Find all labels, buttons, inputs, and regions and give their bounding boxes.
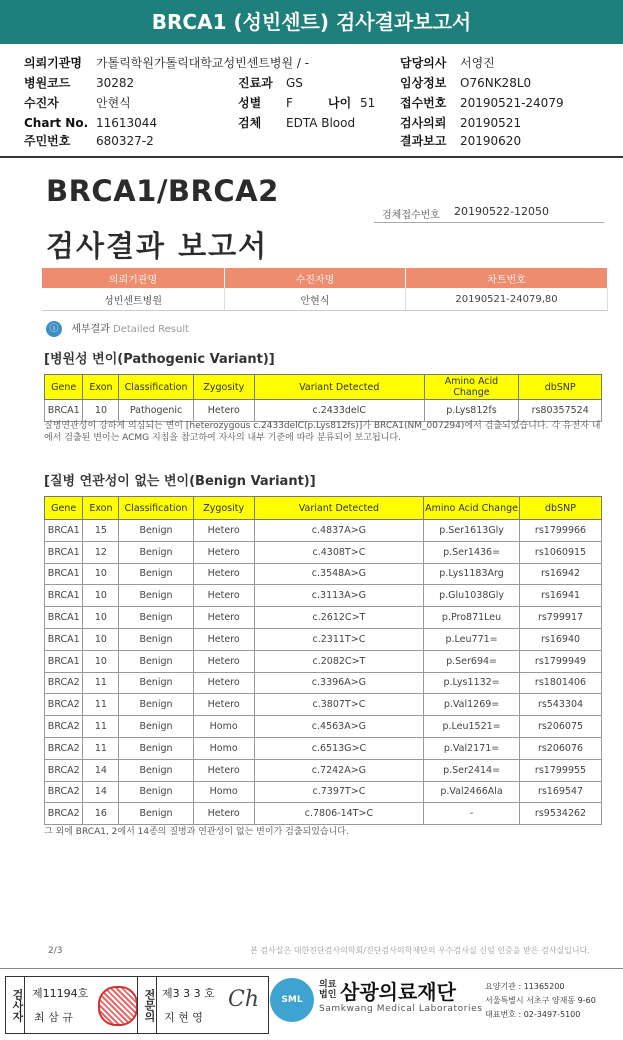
cell-amino-acid: p.Lys1183Arg (424, 563, 520, 585)
table-row (45, 803, 602, 825)
cell-classification: Benign (119, 585, 193, 607)
cell-variant: c.7242A>G (254, 759, 423, 781)
cell-classification: Benign (119, 716, 193, 738)
cell-exon: 11 (83, 737, 119, 759)
cell-dbsnp: rs16941 (520, 585, 602, 607)
section-label-en: Detailed Result (113, 324, 190, 335)
cell-dbsnp: rs1799949 (520, 650, 602, 672)
cell-dbsnp: rs799917 (520, 607, 602, 629)
accession-number (374, 204, 604, 223)
cell-amino-acid: p.Leu771= (424, 628, 520, 650)
table-row (45, 759, 602, 781)
report-page (40, 168, 608, 968)
specimen-value: EDTA Blood (286, 116, 356, 130)
footer-divider (0, 968, 623, 969)
specialist-vertical-label: 전문의 (137, 977, 157, 1033)
patient-label: 수진자 (24, 96, 59, 110)
cell-dbsnp: rs1799966 (520, 520, 602, 542)
cell-variant: c.6513G>C (254, 737, 423, 759)
sex-value: F (286, 96, 293, 110)
cell-classification: Benign (119, 737, 193, 759)
benign-variant-table (44, 496, 602, 825)
header-variant: Variant Detected (254, 375, 424, 400)
cell-dbsnp: rs16942 (520, 563, 602, 585)
cell-amino-acid: p.Val1269= (424, 694, 520, 716)
header-classification: Classification (119, 375, 193, 400)
cell-zygosity: Hetero (193, 541, 254, 563)
tester-name: 최 삼 규 (34, 1011, 73, 1024)
request-value: 20190521 (460, 116, 522, 130)
cell-classification: Benign (119, 607, 193, 629)
org-name-en: Samkwang Medical Laboratories (319, 1004, 483, 1014)
report-title-korean: 검사결과 보고서 (46, 229, 269, 263)
age-label: 나이 (328, 96, 352, 110)
cell-gene: BRCA1 (45, 628, 83, 650)
cell-gene: BRCA2 (45, 737, 83, 759)
page-number: 2/3 (48, 946, 63, 956)
accession-value: 20190522-12050 (454, 205, 549, 218)
cell-exon: 14 (83, 781, 119, 803)
cell-dbsnp: rs1060915 (520, 541, 602, 563)
table-row (45, 520, 602, 542)
receipt-value: 20190521-24079 (460, 96, 564, 110)
cell-exon: 10 (83, 650, 119, 672)
cell-classification: Benign (119, 520, 193, 542)
cell-exon: 10 (83, 585, 119, 607)
cell-amino-acid: p.Ser1436= (424, 541, 520, 563)
meta-divider (0, 156, 623, 158)
cell-amino-acid: p.Pro871Leu (424, 607, 520, 629)
cell-zygosity: Hetero (193, 628, 254, 650)
signature-footer (0, 972, 623, 1040)
cell-classification: Pathogenic (119, 400, 193, 422)
info-value-institution: 성빈센트병원 (42, 288, 225, 311)
cell-amino-acid: p.Ser694= (424, 650, 520, 672)
report-title-gene: BRCA1/BRCA2 (46, 174, 279, 208)
cell-amino-acid: p.Glu1038Gly (424, 585, 520, 607)
specialist-id: 제3 3 3 호 (162, 987, 215, 1000)
age-value: 51 (360, 96, 376, 110)
cell-zygosity: Hetero (193, 672, 254, 694)
cell-variant: c.4308T>C (254, 541, 423, 563)
table-row (45, 694, 602, 716)
info-value-chart: 20190521-24079,80 (406, 288, 608, 311)
cell-exon: 11 (83, 716, 119, 738)
chart-value: 11613044 (96, 116, 158, 130)
tester-id: 제11194호 (32, 987, 89, 1000)
cell-classification: Benign (119, 759, 193, 781)
benign-note: 그 외에 BRCA1, 2에서 14종의 질병과 연관성이 없는 변이가 검출되었습니다. (44, 827, 349, 837)
header-dbsnp: dbSNP (519, 375, 602, 400)
table-row (45, 585, 602, 607)
table-header-row (45, 375, 602, 400)
cell-zygosity: Homo (193, 716, 254, 738)
info-header-patient: 수진자명 (225, 268, 406, 288)
cell-gene: BRCA2 (45, 716, 83, 738)
cell-classification: Benign (119, 803, 193, 825)
cell-zygosity: Hetero (193, 694, 254, 716)
cell-variant: c.3807T>C (254, 694, 423, 716)
cell-amino-acid: p.Lys1132= (424, 672, 520, 694)
signature-box (5, 976, 269, 1034)
org-prefix: 의료 법인 (319, 980, 337, 1000)
result-label: 결과보고 (400, 134, 447, 148)
cell-amino-acid: p.Leu1521= (424, 716, 520, 738)
request-info-table (42, 268, 608, 311)
org-name: 삼광의료재단 (340, 980, 456, 1004)
cell-dbsnp: rs169547 (520, 781, 602, 803)
accreditation-note: 본 검사실은 대한진단검사의학회/진단검사의학재단의 우수검사실 신임 인증을 받은 검사실입니다. (250, 946, 590, 955)
table-row (45, 716, 602, 738)
table-header-row (45, 497, 602, 520)
table-row (45, 650, 602, 672)
table-row (45, 672, 602, 694)
cell-zygosity: Hetero (193, 563, 254, 585)
cell-classification: Benign (119, 541, 193, 563)
cell-gene: BRCA2 (45, 781, 83, 803)
cell-dbsnp: rs543304 (520, 694, 602, 716)
cell-zygosity: Homo (193, 781, 254, 803)
header-exon: Exon (83, 497, 119, 520)
cell-gene: BRCA2 (45, 759, 83, 781)
cell-variant: c.2311T>C (254, 628, 423, 650)
cell-dbsnp: rs16940 (520, 628, 602, 650)
resident-value: 680327-2 (96, 134, 154, 148)
table-row (45, 400, 602, 422)
cell-variant: c.3548A>G (254, 563, 423, 585)
institution-value: 가톨릭학원가톨릭대학교성빈센트병원 / - (96, 56, 310, 70)
info-header-chart: 차트번호 (406, 268, 608, 288)
hospital-code-value: 30282 (96, 76, 135, 90)
chart-label: Chart No. (24, 116, 89, 130)
cell-dbsnp: rs206075 (520, 716, 602, 738)
cell-exon: 16 (83, 803, 119, 825)
cell-classification: Benign (119, 781, 193, 803)
table-row (45, 781, 602, 803)
specialist-name: 지 현 영 (164, 1011, 203, 1024)
cell-variant: c.7806-14T>C (254, 803, 423, 825)
cell-gene: BRCA1 (45, 585, 83, 607)
resident-label: 주민번호 (24, 134, 71, 148)
cell-exon: 10 (83, 607, 119, 629)
header-zygosity: Zygosity (193, 375, 254, 400)
seal-stamp-icon (98, 986, 138, 1026)
cell-variant: c.2082C>T (254, 650, 423, 672)
cell-classification: Benign (119, 672, 193, 694)
patient-meta (0, 52, 623, 154)
benign-heading: [질병 연관성이 없는 변이(Benign Variant)] (44, 474, 316, 489)
cell-exon: 15 (83, 520, 119, 542)
cell-exon: 10 (83, 628, 119, 650)
cell-variant: c.4837A>G (254, 520, 423, 542)
cell-dbsnp: rs9534262 (520, 803, 602, 825)
clinical-info-label: 임상정보 (400, 76, 447, 90)
clinical-info-value: O76NK28L0 (460, 76, 532, 90)
cell-gene: BRCA1 (45, 563, 83, 585)
accession-label: 검체접수번호 (382, 210, 440, 221)
cell-zygosity: Hetero (193, 607, 254, 629)
cell-gene: BRCA2 (45, 672, 83, 694)
receipt-label: 접수번호 (400, 96, 447, 110)
cell-variant: c.7397T>C (254, 781, 423, 803)
dept-value: GS (286, 76, 303, 90)
header-amino-acid: Amino Acid Change (424, 375, 519, 400)
header-gene: Gene (45, 497, 83, 520)
handwritten-signature: Ch (228, 987, 260, 1012)
cell-zygosity: Homo (193, 737, 254, 759)
patient-value: 안현식 (96, 96, 131, 110)
header-gene: Gene (45, 375, 83, 400)
cell-gene: BRCA2 (45, 694, 83, 716)
header-classification: Classification (119, 497, 193, 520)
contact-phone: 대표번호 : 02-3497-5100 (485, 1010, 581, 1019)
cell-zygosity: Hetero (193, 585, 254, 607)
cell-variant: c.3113A>G (254, 585, 423, 607)
cell-zygosity: Hetero (193, 803, 254, 825)
cell-gene: BRCA1 (45, 607, 83, 629)
cell-exon: 11 (83, 694, 119, 716)
contact-address: 서울특별시 서초구 양재동 9-60 (485, 996, 596, 1005)
cell-zygosity: Hetero (193, 759, 254, 781)
cell-amino-acid: p.Val2466Ala (424, 781, 520, 803)
cell-dbsnp: rs206076 (520, 737, 602, 759)
table-row (45, 563, 602, 585)
info-header-institution: 의뢰기관명 (42, 268, 225, 288)
cell-amino-acid: - (424, 803, 520, 825)
cell-exon: 10 (83, 563, 119, 585)
cell-exon: 14 (83, 759, 119, 781)
cell-classification: Benign (119, 650, 193, 672)
cell-classification: Benign (119, 563, 193, 585)
table-row (45, 541, 602, 563)
cell-gene: BRCA1 (45, 541, 83, 563)
cell-variant: c.2433delC (254, 400, 424, 422)
hospital-code-label: 병원코드 (24, 76, 71, 90)
pathogenic-variant-table (44, 374, 602, 422)
cell-exon: 11 (83, 672, 119, 694)
request-label: 검사의뢰 (400, 116, 447, 130)
header-zygosity: Zygosity (193, 497, 254, 520)
table-row (45, 737, 602, 759)
detailed-result-section (46, 320, 189, 337)
cell-gene: BRCA1 (45, 400, 83, 422)
cell-classification: Benign (119, 694, 193, 716)
institution-label: 의뢰기관명 (24, 56, 82, 70)
info-badge-icon: ⓘ (46, 321, 62, 337)
report-title-bar (0, 0, 623, 44)
cell-zygosity: Hetero (193, 650, 254, 672)
cell-variant: c.2612C>T (254, 607, 423, 629)
cell-dbsnp: rs1801406 (520, 672, 602, 694)
header-variant: Variant Detected (254, 497, 423, 520)
sex-label: 성별 (238, 96, 262, 110)
header-amino-acid: Amino Acid Change (424, 497, 520, 520)
table-row (45, 628, 602, 650)
physician-value: 서영진 (460, 56, 495, 70)
org-contact (485, 980, 596, 1022)
header-dbsnp: dbSNP (520, 497, 602, 520)
cell-gene: BRCA2 (45, 803, 83, 825)
physician-label: 담당의사 (400, 56, 447, 70)
table-row (45, 607, 602, 629)
cell-amino-acid: p.Val2171= (424, 737, 520, 759)
cell-dbsnp: rs1799955 (520, 759, 602, 781)
cell-amino-acid: p.Ser1613Gly (424, 520, 520, 542)
result-value: 20190620 (460, 134, 522, 148)
cell-exon: 12 (83, 541, 119, 563)
header-exon: Exon (83, 375, 119, 400)
cell-gene: BRCA1 (45, 650, 83, 672)
dept-label: 진료과 (238, 76, 273, 90)
pathogenic-note: 질병연관성이 강하게 의심되는 변이 [heterozygous c.2433delC(p.Lys812fs)]가 BRCA1(NM_007294)에서 검출되었습니다. 각 유전자 내에서 검출된 변이는 ACMG 지침을 참고하여 자사의 내부 기준에 따라 분류되어 보고됩니다. (44, 421, 601, 443)
cell-amino-acid: p.Ser2414= (424, 759, 520, 781)
document-title: BRCA1 (성빈센트) 검사결과보고서 (151, 10, 472, 34)
cell-dbsnp: rs80357524 (519, 400, 602, 422)
cell-gene: BRCA1 (45, 520, 83, 542)
cell-exon: 10 (83, 400, 119, 422)
cell-zygosity: Hetero (193, 520, 254, 542)
sml-logo-icon: SML (270, 978, 314, 1022)
info-value-patient: 안현식 (225, 288, 406, 311)
specimen-label: 검체 (238, 116, 262, 130)
cell-zygosity: Hetero (193, 400, 254, 422)
contact-code: 요양기관 : 11365200 (485, 982, 565, 991)
cell-amino-acid: p.Lys812fs (424, 400, 519, 422)
cell-classification: Benign (119, 628, 193, 650)
section-label: 세부결과 (71, 324, 110, 335)
cell-variant: c.3396A>G (254, 672, 423, 694)
cell-variant: c.4563A>G (254, 716, 423, 738)
tester-vertical-label: 검사자 (6, 977, 25, 1033)
pathogenic-heading: [병원성 변이(Pathogenic Variant)] (44, 352, 275, 367)
